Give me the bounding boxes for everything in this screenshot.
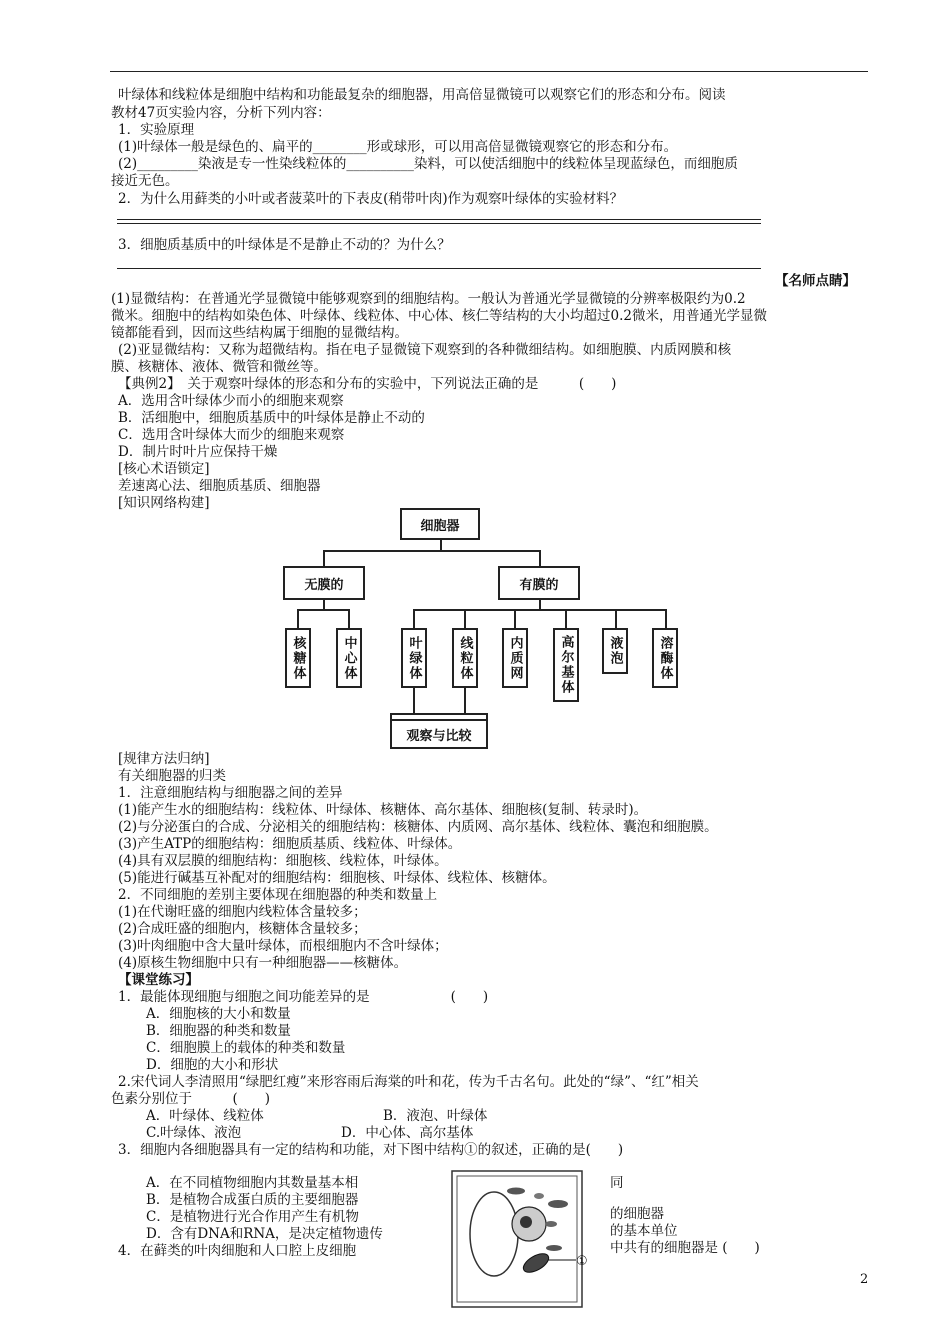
connector-line — [565, 609, 567, 628]
intro-line-1: 叶绿体和线粒体是细胞中结构和功能最复杂的细胞器，用高倍显微镜可以观察它们的形态和分布。阅读 — [118, 87, 726, 103]
teacher-tip-label: 【名师点睛】 — [775, 273, 856, 289]
principle-item-2-cont: 接近无色。 — [111, 173, 179, 189]
practice-q2-option: D．中心体、高尔基体 — [341, 1125, 474, 1141]
rules-item: (5)能进行碱基互补配对的细胞结构：细胞核、叶绿体、线粒体、核糖体。 — [118, 870, 556, 886]
network-label: [知识网络构建] — [118, 495, 210, 511]
connector-line — [297, 609, 350, 611]
connector-line — [390, 713, 488, 715]
rules-item: (4)原核生物细胞中只有一种细胞器——核糖体。 — [118, 955, 408, 971]
practice-q3-option: A．在不同植物细胞内其数量基本相 — [146, 1175, 359, 1191]
lysosome-node: 溶酶体 — [652, 628, 678, 688]
rules-heading-1: 1．注意细胞结构与细胞器之间的差异 — [118, 785, 343, 801]
practice-q1-option: A．细胞核的大小和数量 — [146, 1006, 291, 1022]
diagram-root-node: 细胞器 — [400, 508, 480, 540]
question-3: 3．细胞质基质中的叶绿体是不是静止不动的？为什么？ — [118, 237, 451, 253]
tip-line-3: 镜都能看到，因而这些结构属于细胞的显微结构。 — [111, 325, 408, 341]
principle-heading: 1．实验原理 — [118, 122, 195, 138]
golgi-node: 高尔基体 — [553, 628, 579, 702]
answer-line — [117, 219, 761, 220]
rules-item: (2)合成旺盛的细胞内，核糖体含量较多； — [118, 921, 367, 937]
practice-q1-option: D．细胞的大小和形状 — [146, 1057, 279, 1073]
practice-q3-right-text: 同 — [610, 1175, 624, 1191]
tip-line-4: (2)亚显微结构：又称为超微结构。指在电子显微镜下观察到的各种微细结构。如细胞膜、内质网膜和核 — [118, 342, 732, 358]
practice-question-2: 2.宋代词人李清照用“绿肥红瘦”来形容雨后海棠的叶和花，传为千古名句。此处的“绿”、“红”相关 — [118, 1074, 699, 1090]
structure-1-label: ① — [576, 1254, 588, 1269]
practice-question-1: 1．最能体现细胞与细胞之间功能差异的是 ( ) — [118, 989, 489, 1005]
tip-line-2: 微米。细胞中的结构如染色体、叶绿体、线粒体、中心体、核仁等结构的大小均超过0.2微米，用普通光学显微 — [111, 308, 767, 324]
answer-line — [117, 223, 761, 224]
example-2-option-a: A．选用含叶绿体少而小的细胞来观察 — [118, 393, 344, 409]
connector-line — [464, 609, 466, 628]
organelle-shape — [534, 1193, 544, 1199]
connector-line — [464, 688, 466, 714]
rules-heading-2: 2．不同细胞的差别主要体现在细胞器的种类和数量上 — [118, 887, 438, 903]
practice-q2-option: A．叶绿体、线粒体 — [146, 1108, 264, 1124]
connector-line — [348, 609, 350, 628]
rules-item: (4)具有双层膜的细胞结构：细胞核、线粒体，叶绿体。 — [118, 853, 448, 869]
tip-line-5: 膜、核糖体、液体、微管和微丝等。 — [111, 359, 327, 375]
practice-q1-option: B．细胞器的种类和数量 — [146, 1023, 291, 1039]
connector-line — [413, 609, 667, 611]
practice-q1-option: C．细胞膜上的载体的种类和数量 — [146, 1040, 346, 1056]
rules-title: 有关细胞器的归类 — [118, 768, 226, 784]
rules-label: [规律方法归纳] — [118, 751, 210, 767]
er-node: 内质网 — [502, 628, 528, 688]
organelle-shape — [507, 1188, 525, 1195]
ribosome-node: 核糖体 — [285, 628, 311, 688]
page-number: 2 — [860, 1272, 869, 1287]
structure-1-shape — [520, 1250, 551, 1276]
connector-line — [323, 550, 325, 566]
example-2-stem: 【典例2】 关于观察叶绿体的形态和分布的实验中，下列说法正确的是 ( ) — [118, 376, 617, 392]
organelle-shape — [546, 1245, 562, 1251]
practice-q2-option: B．液泡、叶绿体 — [383, 1108, 488, 1124]
centrosome-node: 中心体 — [336, 628, 362, 688]
practice-q3-option: C．是植物进行光合作用产生有机物 — [146, 1209, 359, 1225]
mitochondrion-node: 线粒体 — [452, 628, 478, 688]
answer-line — [117, 268, 761, 269]
core-terms-label: [核心术语锁定] — [118, 461, 210, 477]
practice-q3-right-text: 的细胞器 — [610, 1206, 664, 1222]
core-terms-text: 差速离心法、细胞质基质、细胞器 — [118, 478, 321, 494]
connector-line — [413, 688, 415, 714]
rules-item: (3)产生ATP的细胞结构：细胞质基质、线粒体、叶绿体。 — [118, 836, 462, 852]
example-2-option-d: D．制片时叶片应保持干燥 — [118, 444, 278, 460]
practice-q4-right-text: 中共有的细胞器是 ( ) — [610, 1240, 760, 1256]
rules-item: (3)叶肉细胞中含大量叶绿体，而根细胞内不含叶绿体； — [118, 938, 448, 954]
rules-item: (2)与分泌蛋白的合成、分泌相关的细胞结构：核糖体、内质网、高尔基体、线粒体、囊泡和细胞膜。 — [118, 819, 718, 835]
nucleolus-shape — [520, 1216, 532, 1228]
organelle-shape — [548, 1200, 568, 1208]
connector-line — [297, 609, 299, 628]
rules-item: (1)在代谢旺盛的细胞内线粒体含量较多； — [118, 904, 367, 920]
practice-question-4: 4．在藓类的叶肉细胞和人口腔上皮细胞 — [118, 1243, 357, 1259]
example-2-option-b: B．活细胞中，细胞质基质中的叶绿体是静止不动的 — [118, 410, 425, 426]
rules-item: (1)能产生水的细胞结构：线粒体、叶绿体、核糖体、高尔基体、细胞核(复制、转录时)。 — [118, 802, 648, 818]
connector-line — [514, 609, 516, 628]
practice-q3-option: B．是植物合成蛋白质的主要细胞器 — [146, 1192, 359, 1208]
observe-compare-node: 观察与比较 — [390, 719, 488, 749]
connector-line — [323, 550, 541, 552]
practice-q3-option: D．含有DNA和RNA，是决定植物遗传 — [146, 1226, 383, 1242]
practice-q2-option: C.叶绿体、液泡 — [146, 1125, 242, 1141]
header-rule — [110, 71, 868, 72]
principle-item-2: (2)_________染液是专一性染线粒体的__________染料，可以使活细胞中的线粒体呈现蓝绿色，而细胞质 — [118, 156, 738, 172]
practice-q3-right-text: 的基本单位 — [610, 1223, 678, 1239]
organelle-shape — [545, 1221, 557, 1227]
practice-label: 【课堂练习】 — [118, 972, 199, 988]
tip-line-1: (1)显微结构：在普通光学显微镜中能够观察到的细胞结构。一般认为普通光学显微镜的分辨率极限约为0.2 — [111, 291, 746, 307]
connector-line — [665, 609, 667, 628]
connector-line — [615, 609, 617, 628]
vacuole-shape — [470, 1192, 518, 1276]
vacuole-node: 液泡 — [602, 628, 628, 674]
connector-line — [539, 550, 541, 566]
plant-cell-figure — [446, 1166, 606, 1316]
principle-item-1: (1)叶绿体一般是绿色的、扁平的________形或球形，可以用高倍显微镜观察它的形态和分布。 — [118, 139, 678, 155]
example-2-option-c: C．选用含叶绿体大而少的细胞来观察 — [118, 427, 345, 443]
connector-line — [413, 609, 415, 628]
membrane-node: 有膜的 — [498, 566, 580, 600]
practice-question-2-cont: 色素分别位于 ( ) — [111, 1091, 271, 1107]
membraneless-node: 无膜的 — [283, 566, 365, 600]
intro-line-2: 教材47页实验内容，分析下列内容： — [111, 105, 331, 121]
practice-question-3: 3．细胞内各细胞器具有一定的结构和功能，对下图中结构①的叙述，正确的是( ) — [118, 1142, 624, 1158]
question-2: 2．为什么用藓类的小叶或者菠菜叶的下表皮(稍带叶肉)作为观察叶绿体的实验材料？ — [118, 191, 624, 207]
chloroplast-node: 叶绿体 — [401, 628, 427, 688]
